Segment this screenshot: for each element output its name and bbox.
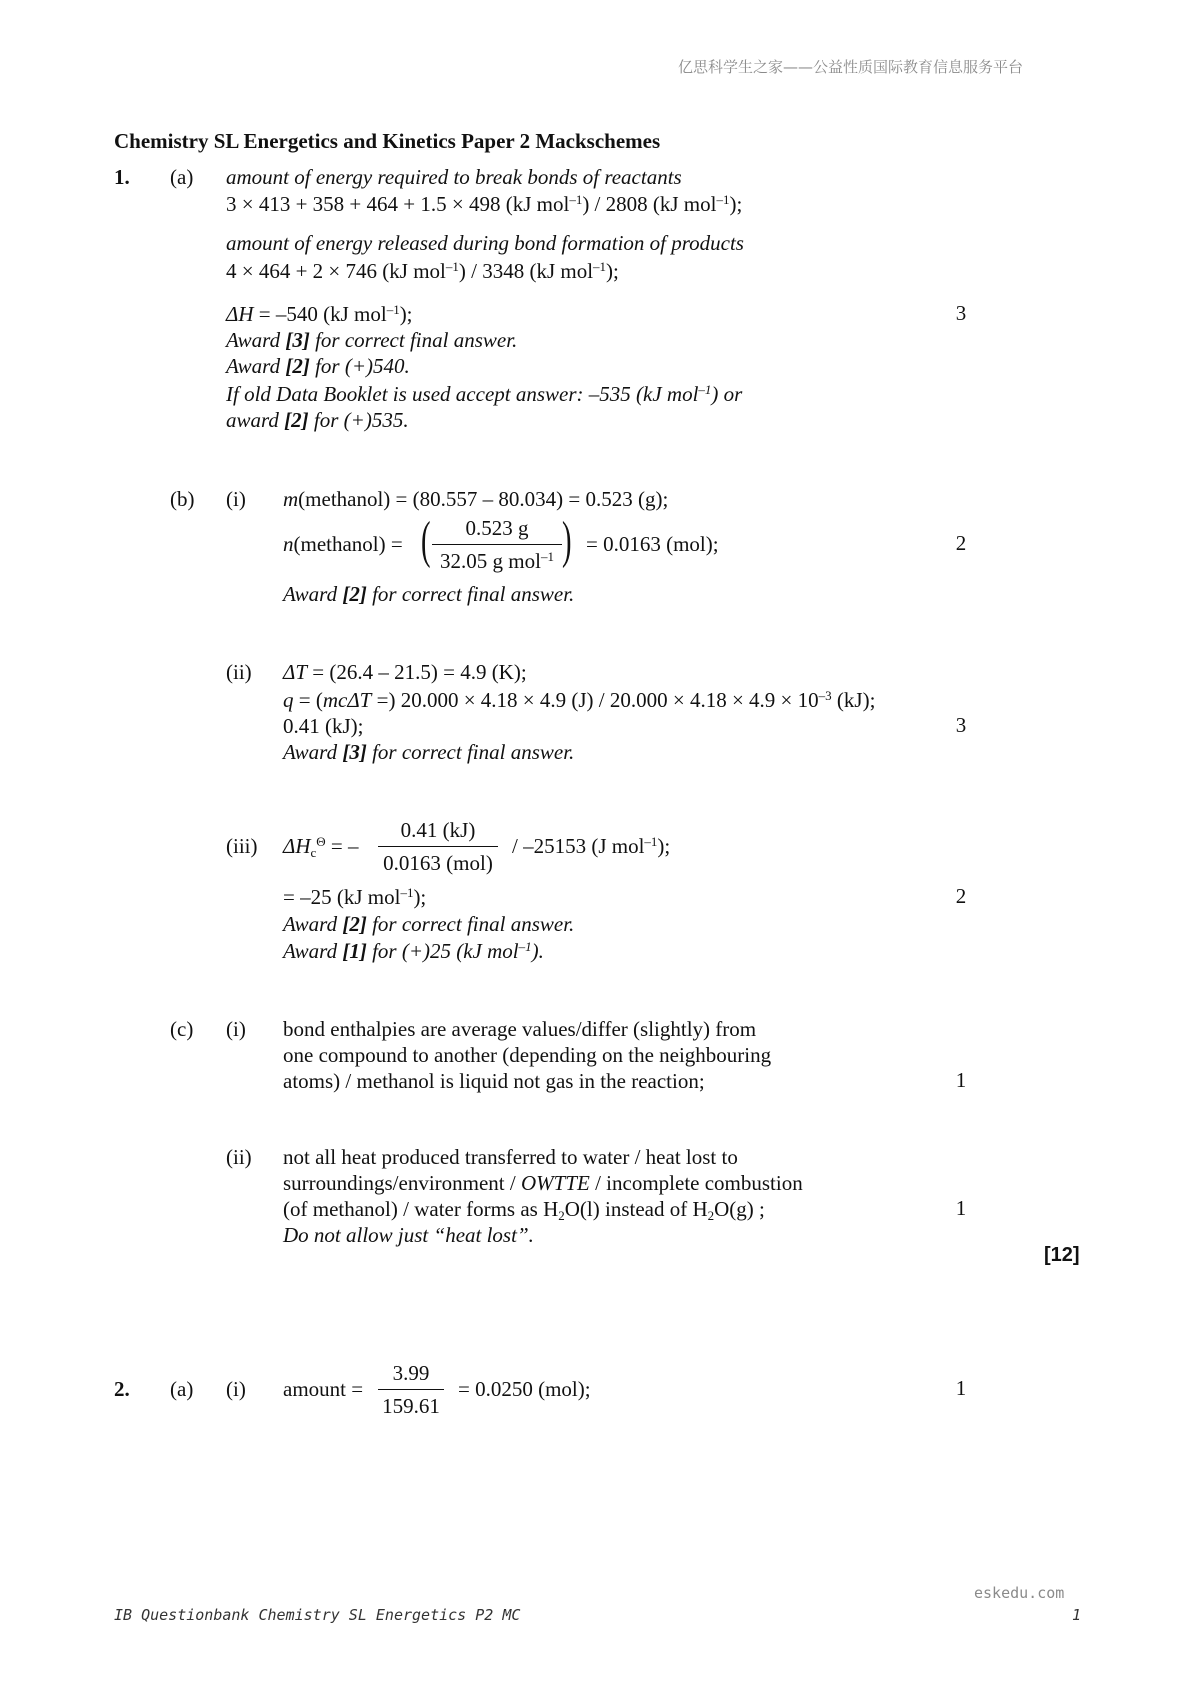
equation-line: 3 × 413 + 358 + 464 + 1.5 × 498 (kJ mol$^{-1}$) / 2808 (kJ mol$^{-1}$); [226,192,743,216]
equation-line: n(methanol) = [283,532,403,556]
site-watermark: eskedu.com [974,1584,1065,1602]
part-label-a: (a) [170,165,194,189]
equation-line: m(methanol) = (80.557 – 80.034) = 0.523 (g); [283,487,669,511]
enthalpy-answer: ΔH = –540 (kJ mol$^{-1}$); [226,302,413,326]
total-marks: [12] [1044,1244,1080,1266]
fraction: 0.41 (kJ) 0.0163 (mol) [378,817,498,876]
award-note: Award [2] for correct final answer. [283,912,575,936]
part-label-c: (c) [170,1017,194,1041]
text-line: amount of energy required to break bonds of reactants [226,165,682,189]
fraction: 0.523 g 32.05 g mol$^{-1}$ [432,515,562,574]
equation-line: ΔT = (26.4 – 21.5) = 4.9 (K); [283,660,527,684]
award-note: Do not allow just “heat lost”. [283,1223,534,1247]
subpart-label-i: (i) [226,487,246,511]
award-note: Award [2] for correct final answer. [283,582,575,606]
header-watermark: 亿思科学生之家——公益性质国际教育信息服务平台 [678,58,1024,76]
equation-line: amount = [283,1377,364,1401]
mark-value: 1 [955,1376,967,1400]
award-note: award [2] for (+)535. [226,408,409,432]
part-label-a: (a) [170,1377,194,1401]
equation-line: 4 × 464 + 2 × 746 (kJ mol$^{-1}$) / 3348 (kJ mol$^{-1}$); [226,259,619,283]
mark-value: 2 [955,884,967,908]
text-line: amount of energy released during bond formation of products [226,231,744,255]
equation-line: q = (mcΔT =) 20.000 × 4.18 × 4.9 $(J) / 20.000 \times 4.18 \times 4.9 \times 10^{-3}$ (kJ); [283,688,876,712]
equation-result: = 0.0250 (mol); [458,1377,591,1401]
equation-result: 0.41 (kJ); [283,714,364,738]
mark-value: 3 [955,301,967,325]
text-line: (of methanol) / water forms as $H_2O(l)$ instead of $H_2O(g)$ ; [283,1197,765,1223]
award-note: Award [3] for correct final answer. [283,740,575,764]
mark-value: 1 [955,1068,967,1092]
footer-text: IB Questionbank Chemistry SL Energetics P2 MC [114,1606,521,1624]
text-line: bond enthalpies are average values/differ (slightly) from [283,1017,757,1041]
subpart-label-ii: (ii) [226,660,252,684]
question-number-2: 2. [114,1377,130,1401]
question-number-1: 1. [114,165,130,189]
equation-line: $\Delta H_c^\Theta$ = – [283,834,359,860]
award-note: Award [1] for (+)25 (kJ mol$^{-1}$). [283,939,544,963]
mark-value: 3 [955,713,967,737]
paren-left: ( [421,512,431,569]
page-number: 1 [1072,1606,1082,1624]
subpart-label-ii: (ii) [226,1145,252,1169]
subpart-label-i: (i) [226,1377,246,1401]
mark-value: 1 [955,1196,967,1220]
paren-right: ) [562,512,572,569]
mark-value: 2 [955,531,967,555]
subpart-label-iii: (iii) [226,834,258,858]
text-line: not all heat produced transferred to water / heat lost to [283,1145,738,1169]
fraction: 3.99 159.61 [378,1360,444,1419]
award-note: If old Data Booklet is used accept answer: –535 (kJ mol$^{-1}$) or [226,382,743,406]
equation-result: = 0.0163 (mol); [586,532,719,556]
text-line: one compound to another (depending on the neighbouring [283,1043,772,1067]
part-label-b: (b) [170,487,195,511]
award-note: Award [2] for (+)540. [226,354,410,378]
text-line: atoms) / methanol is liquid not gas in the reaction; [283,1069,705,1093]
subpart-label-i: (i) [226,1017,246,1041]
text-line: surroundings/environment / OWTTE / incomplete combustion [283,1171,803,1195]
equation-alt: / –25153 (J mol$^{-1}$); [512,834,671,858]
equation-result: = –25 (kJ mol$^{-1}$); [283,885,427,909]
award-note: Award [3] for correct final answer. [226,328,518,352]
page-title: Chemistry SL Energetics and Kinetics Paper 2 Mackschemes [114,129,661,153]
